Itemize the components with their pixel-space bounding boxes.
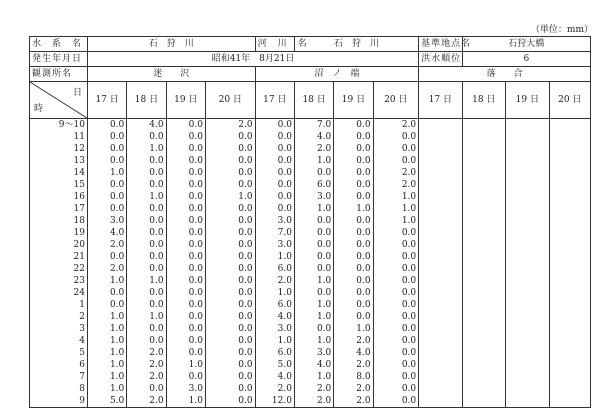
rainfall-value: 1.0 [188,360,203,370]
rainfall-value: 0.0 [238,372,253,382]
river-label: 河 川 名 [255,37,294,52]
rainfall-value: 2.0 [277,384,292,394]
rainfall-value: 0.0 [356,168,371,178]
rainfall-value: 0.0 [316,228,332,238]
rainfall-value: 1.0 [277,288,292,298]
rainfall-value: 1.0 [149,312,164,322]
day-header: 17 日 [87,82,126,119]
rainfall-value: 0.0 [109,204,125,214]
data-body-row [30,119,591,408]
rainfall-value: 0.0 [401,252,417,262]
rainfall-value: 0.0 [109,132,125,142]
rainfall-value: 0.0 [238,240,253,250]
rainfall-value: 0.0 [356,300,371,310]
station-name-2: 沼 ノ 端 [255,67,419,82]
rainfall-value: 0.0 [109,300,125,310]
rainfall-value: 0.0 [188,156,203,166]
rainfall-value: 0.0 [238,216,253,226]
rainfall-value: 6.0 [277,264,292,274]
rainfall-value: 0.0 [238,252,253,262]
rainfall-value: 0.0 [149,132,164,142]
station-1-day-19-column [166,119,205,408]
rainfall-value: 0.0 [238,180,253,190]
rainfall-value: 1.0 [316,336,332,346]
rainfall-value: 0.0 [356,216,371,226]
rainfall-value: 1.0 [149,192,164,202]
station-label: 観測所名 [30,67,88,82]
rainfall-value: 6.0 [277,348,292,358]
station-1-day-18-column [127,119,166,408]
rainfall-value: 0.0 [277,192,292,202]
day-header: 18 日 [462,82,505,119]
rainfall-value: 0.0 [356,228,371,238]
rainfall-value: 2.0 [356,336,371,346]
rainfall-value: 0.0 [238,156,253,166]
rainfall-value: 7.0 [316,120,332,130]
hour-label: 16 [73,192,85,202]
hour-label: 1 [79,300,85,310]
day-header: 20 日 [373,82,419,119]
rainfall-value: 0.0 [149,204,164,214]
rainfall-value: 2.0 [277,276,292,286]
rainfall-value: 1.0 [356,324,371,334]
rainfall-value: 2.0 [316,144,332,154]
rainfall-value: 0.0 [188,252,203,262]
rainfall-value: 1.0 [109,168,125,178]
rainfall-value: 0.0 [238,348,253,358]
rainfall-value: 3.0 [277,240,292,250]
rainfall-value: 1.0 [316,312,332,322]
rainfall-value: 0.0 [401,336,417,346]
rainfall-value: 0.0 [149,240,164,250]
rainfall-value: 5.0 [277,360,292,370]
rainfall-value: 2.0 [356,396,371,406]
header-row-1 [30,37,591,52]
rainfall-value: 2.0 [109,264,125,274]
rainfall-value: 0.0 [188,372,203,382]
hour-label: 24 [73,288,85,298]
rainfall-value: 0.0 [149,324,164,334]
water-system-label: 水 系 名 [30,37,88,52]
rainfall-value: 0.0 [149,300,164,310]
rainfall-value: 2.0 [149,372,164,382]
rainfall-value: 0.0 [238,384,253,394]
rainfall-value: 1.0 [109,384,125,394]
rainfall-value: 1.0 [109,348,125,358]
rainfall-value: 0.0 [277,180,292,190]
day-header-row [30,82,591,119]
rainfall-value: 0.0 [188,132,203,142]
rainfall-value: 3.0 [109,216,125,226]
rainfall-value: 0.0 [401,384,417,394]
rainfall-value: 0.0 [401,228,417,238]
corner-day-label: 日 [72,88,82,98]
rainfall-value: 1.0 [356,204,371,214]
rainfall-value: 2.0 [149,396,164,406]
day-header: 20 日 [549,82,590,119]
rainfall-value: 0.0 [238,264,253,274]
hour-label: 5 [79,348,85,358]
rainfall-value: 0.0 [109,120,125,130]
rainfall-value: 0.0 [316,216,332,226]
day-header: 18 日 [127,82,166,119]
day-header: 19 日 [506,82,549,119]
rainfall-value: 4.0 [277,312,292,322]
station-2-day-20-column [373,119,419,408]
rainfall-value: 5.0 [109,396,125,406]
rainfall-value: 0.0 [149,384,164,394]
hour-label: 17 [73,204,85,214]
station-name-3: 落 合 [419,67,591,82]
rainfall-value: 1.0 [149,276,164,286]
hour-label: 6 [79,360,85,370]
rainfall-value: 0.0 [188,144,203,154]
rainfall-value: 2.0 [401,120,417,130]
rainfall-value: 1.0 [149,144,164,154]
rainfall-value: 0.0 [188,228,203,238]
base-point-value: 石狩大橋 [462,37,590,52]
rainfall-value: 0.0 [238,144,253,154]
rainfall-value: 0.0 [356,288,371,298]
station-2-day-18-column [294,119,333,408]
hour-label: 7 [79,372,85,382]
rainfall-value: 0.0 [401,240,417,250]
rainfall-value: 0.0 [238,336,253,346]
hour-label: 14 [73,168,85,178]
rainfall-value: 1.0 [401,192,417,202]
rainfall-value: 3.0 [316,192,332,202]
rainfall-value: 1.0 [401,204,417,214]
rainfall-value: 1.0 [316,156,332,166]
rainfall-value: 0.0 [356,156,371,166]
rainfall-value: 0.0 [401,144,417,154]
hour-column [30,119,88,408]
hour-label: 13 [73,156,85,166]
rainfall-value: 0.0 [401,360,417,370]
rainfall-value: 0.0 [401,396,417,406]
rainfall-value: 0.0 [188,168,203,178]
station-3-day-18-column [462,119,505,408]
rainfall-value: 0.0 [277,204,292,214]
station-2-day-17-column [255,119,294,408]
hour-label: 19 [73,228,85,238]
hour-label: 23 [73,276,85,286]
rainfall-value: 0.0 [238,288,253,298]
rainfall-value: 3.0 [277,324,292,334]
rainfall-value: 0.0 [109,288,125,298]
hour-label: 18 [73,216,85,226]
rainfall-value: 0.0 [109,144,125,154]
rainfall-value: 0.0 [277,120,292,130]
rainfall-value: 0.0 [277,144,292,154]
rainfall-value: 0.0 [149,180,164,190]
flood-rank-label: 洪水順位 [419,52,462,67]
rainfall-value: 0.0 [188,192,203,202]
rainfall-value: 0.0 [277,132,292,142]
hour-label: 3 [79,324,85,334]
day-header: 18 日 [294,82,333,119]
rainfall-value: 0.0 [238,204,253,214]
header-row-2 [30,52,591,67]
rainfall-value: 0.0 [316,264,332,274]
station-1-day-17-column [87,119,126,408]
rainfall-value: 4.0 [316,360,332,370]
rainfall-value: 0.0 [356,132,371,142]
rainfall-value: 0.0 [109,180,125,190]
rainfall-value: 3.0 [277,216,292,226]
rainfall-value: 1.0 [277,252,292,262]
rainfall-value: 0.0 [109,252,125,262]
rainfall-value: 0.0 [109,192,125,202]
hour-label: 20 [73,240,85,250]
rainfall-value: 3.0 [188,384,203,394]
rainfall-value: 0.0 [149,288,164,298]
rainfall-value: 0.0 [401,312,417,322]
day-header: 17 日 [419,82,462,119]
rainfall-value: 0.0 [401,276,417,286]
rainfall-value: 1.0 [316,276,332,286]
flood-rank-value: 6 [462,52,590,67]
rainfall-value: 1.0 [316,300,332,310]
rainfall-value: 0.0 [316,252,332,262]
rainfall-value: 1.0 [109,324,125,334]
rainfall-value: 1.0 [109,312,125,322]
rainfall-value: 2.0 [238,120,253,130]
water-system-value: 石 狩 川 [87,37,255,52]
rainfall-value: 0.0 [149,168,164,178]
rainfall-value: 0.0 [356,192,371,202]
header-row-3 [30,67,591,82]
rainfall-value: 0.0 [401,300,417,310]
rainfall-value: 0.0 [277,156,292,166]
rainfall-value: 0.0 [149,156,164,166]
rainfall-value: 2.0 [149,348,164,358]
day-header: 19 日 [166,82,205,119]
rainfall-value: 0.0 [238,132,253,142]
rainfall-value: 0.0 [401,288,417,298]
rainfall-value: 0.0 [401,348,417,358]
rainfall-value: 0.0 [401,372,417,382]
day-hour-corner [30,82,88,119]
rainfall-value: 0.0 [188,312,203,322]
rainfall-value: 2.0 [401,180,417,190]
rainfall-value: 0.0 [356,252,371,262]
station-3-day-20-column [549,119,590,408]
rainfall-value: 0.0 [149,228,164,238]
rainfall-value: 0.0 [401,156,417,166]
rainfall-value: 4.0 [149,120,164,130]
station-3-day-17-column [419,119,462,408]
corner-hour-label: 時 [34,104,44,114]
rainfall-value: 0.0 [188,276,203,286]
rainfall-value: 0.0 [356,264,371,274]
day-header: 19 日 [334,82,373,119]
rainfall-value: 0.0 [356,276,371,286]
hour-label: 15 [73,180,85,190]
rainfall-value: 12.0 [271,396,292,406]
rainfall-value: 1.0 [401,216,417,226]
hour-label: 12 [73,144,85,154]
date-value: 昭和41年 8月21日 [87,52,418,67]
rainfall-value: 0.0 [188,324,203,334]
rainfall-value: 0.0 [188,264,203,274]
rainfall-value: 2.0 [356,384,371,394]
rainfall-value: 0.0 [238,312,253,322]
rainfall-value: 0.0 [238,228,253,238]
rainfall-value: 0.0 [109,156,125,166]
rainfall-value: 1.0 [238,192,253,202]
rainfall-value: 0.0 [356,144,371,154]
rainfall-value: 0.0 [188,288,203,298]
rainfall-value: 0.0 [238,396,253,406]
rainfall-value: 0.0 [149,264,164,274]
hour-label: 2 [79,312,85,322]
rainfall-value: 0.0 [356,120,371,130]
hour-label: 22 [73,264,85,274]
rainfall-value: 3.0 [316,348,332,358]
rainfall-value: 0.0 [149,336,164,346]
rainfall-value: 0.0 [316,168,332,178]
rainfall-value: 1.0 [316,372,332,382]
base-point-label: 基準地点名 [419,37,462,52]
rainfall-value: 2.0 [356,360,371,370]
rainfall-value: 0.0 [188,300,203,310]
rainfall-value: 0.0 [401,132,417,142]
rainfall-value: 0.0 [356,312,371,322]
date-label: 発生年月日 [30,52,88,67]
station-1-day-20-column [205,119,255,408]
rainfall-value: 1.0 [109,372,125,382]
hour-label: 8 [79,384,85,394]
hour-label: 21 [73,252,85,262]
rainfall-value: 0.0 [188,240,203,250]
rainfall-value: 0.0 [149,252,164,262]
rainfall-value: 2.0 [316,384,332,394]
rainfall-value: 0.0 [238,360,253,370]
rainfall-value: 0.0 [401,264,417,274]
rainfall-value: 0.0 [238,324,253,334]
rainfall-value: 1.0 [109,336,125,346]
day-header: 17 日 [255,82,294,119]
rainfall-value: 1.0 [188,396,203,406]
rainfall-value: 0.0 [356,240,371,250]
rainfall-value: 7.0 [277,228,292,238]
rainfall-value: 1.0 [109,360,125,370]
rainfall-value: 0.0 [238,168,253,178]
station-name-1: 迷 沢 [87,67,255,82]
rainfall-value: 0.0 [188,336,203,346]
rainfall-value: 0.0 [316,324,332,334]
rainfall-value: 4.0 [277,372,292,382]
hour-label: 11 [73,132,85,142]
rainfall-value: 2.0 [149,360,164,370]
unit-label: （単位：mm） [530,25,593,35]
rainfall-value: 0.0 [401,324,417,334]
rainfall-value: 4.0 [316,132,332,142]
station-3-day-19-column [506,119,549,408]
rainfall-value: 0.0 [277,168,292,178]
rainfall-value: 4.0 [109,228,125,238]
river-value: 石 狩 川 [294,37,418,52]
rainfall-value: 0.0 [356,180,371,190]
rainfall-value: 0.0 [188,180,203,190]
rainfall-value: 1.0 [277,336,292,346]
rainfall-value: 0.0 [316,288,332,298]
day-header: 20 日 [205,82,255,119]
rainfall-value: 0.0 [188,120,203,130]
rainfall-value: 0.0 [188,348,203,358]
rainfall-value: 2.0 [109,240,125,250]
hour-label: 9〜10 [58,120,85,130]
rainfall-value: 0.0 [238,276,253,286]
rainfall-value: 6.0 [277,300,292,310]
rainfall-value: 0.0 [149,216,164,226]
rainfall-value: 8.0 [356,372,371,382]
rainfall-value: 2.0 [316,396,332,406]
rainfall-value: 4.0 [356,348,371,358]
rainfall-value: 1.0 [109,276,125,286]
rainfall-value: 1.0 [316,204,332,214]
rainfall-value: 0.0 [188,216,203,226]
rainfall-value: 0.0 [316,240,332,250]
hour-label: 9 [79,396,85,406]
rainfall-value: 6.0 [316,180,332,190]
rainfall-value: 0.0 [238,300,253,310]
rainfall-value: 0.0 [188,204,203,214]
rainfall-value: 2.0 [401,168,417,178]
station-2-day-19-column [334,119,373,408]
hour-label: 4 [79,336,85,346]
rainfall-table [29,36,591,408]
